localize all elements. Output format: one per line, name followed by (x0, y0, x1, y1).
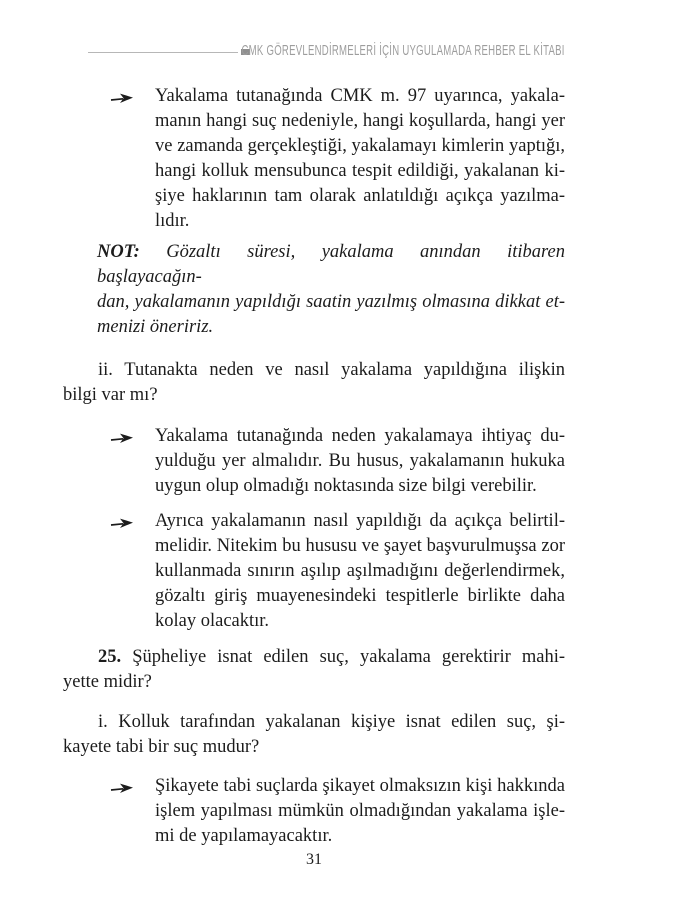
bullet-item (63, 424, 565, 499)
note-paragraph (97, 240, 565, 340)
arrow-bullet-icon (110, 513, 134, 527)
page-body (63, 84, 565, 849)
text-line: Ayrıca yakalamanın nasıl yapıldığı da açıkça belirtil- (155, 511, 565, 531)
text-line: ve zamanda gerçekleştiği, yakalamayı kimlerin yaptığı, (155, 136, 565, 156)
text-line: lıdır. (155, 211, 190, 231)
text-line-part: Gözaltı süresi, yakalama anından itibaren başlayacağın- (97, 242, 565, 287)
arrow-right-icon (110, 516, 134, 530)
text-line: manın hangi suç nedeniyle, hangi koşullarda, hangi yer (155, 111, 565, 131)
arrow-bullet-icon (110, 428, 134, 442)
text-line: bilgi var mı? (63, 385, 158, 405)
item-number: 25. (98, 647, 122, 667)
text-line: mi de yapılamayacaktır. (155, 826, 333, 846)
paragraph (63, 710, 565, 760)
text-line: şiye haklarının tam olarak anlatıldığı açıkça yazılma- (155, 186, 565, 206)
page-footer (63, 851, 565, 869)
text-line-part: Şüpheliye isnat edilen suç, yakalama gerektirir mahi- (132, 647, 565, 667)
text-line: kullanmada sınırın aşılıp aşılmadığını değerlendirmek, (155, 561, 565, 581)
text-line: ii. Tutanakta neden ve nasıl yakalama yapıldığına ilişkin (98, 360, 565, 380)
text-line: uygun olup olmadığı noktasında size bilgi verebilir. (155, 476, 537, 496)
paragraph (63, 645, 565, 695)
text-line: kolay olacaktır. (155, 611, 270, 631)
text-line (97, 240, 565, 290)
bullet-item (63, 509, 565, 634)
text-line: hangi kolluk mensubunca tespit edildiği, yakalanan ki- (155, 161, 565, 181)
text-line: menizi öneririz. (97, 317, 214, 337)
arrow-right-icon (110, 781, 134, 795)
bullet-item (63, 84, 565, 234)
arrow-bullet-icon (110, 778, 134, 792)
text-line: işlem yapılması mümkün olmadığından yakalama işle- (155, 801, 565, 821)
text-line: yette midir? (63, 672, 152, 692)
header-rule (88, 52, 238, 53)
text-line: kayete tabi bir suç mudur? (63, 737, 260, 757)
text-line: gözaltı giriş muayenesindeki tespitlerle birlikte daha (155, 586, 565, 606)
text-line: i. Kolluk tarafından yakalanan kişiye isnat edilen suç, şi- (98, 712, 565, 732)
text-line: Yakalama tutanağında CMK m. 97 uyarınca, yakala- (155, 86, 565, 106)
text-line: Yakalama tutanağında neden yakalamaya ihtiyaç du- (155, 426, 565, 446)
arrow-bullet-icon (110, 88, 134, 102)
text-line: melidir. Nitekim bu hususu ve şayet başvurulmuşsa zor (155, 536, 565, 556)
bullet-item (63, 774, 565, 849)
arrow-right-icon (110, 91, 134, 105)
note-label: NOT: (97, 242, 140, 262)
text-line: Şikayete tabi suçlarda şikayet olmaksızın kişi hakkında (155, 776, 565, 796)
text-line (63, 645, 565, 670)
arrow-right-icon (110, 431, 134, 445)
text-line: yulduğu yer almalıdır. Bu husus, yakalamanın hukuka (155, 451, 565, 471)
running-header-title: CMK GÖREVLENDİRMELERİ İÇİN UYGULAMADA REHBER EL KİTABI (241, 43, 565, 59)
page-number: 31 (306, 851, 322, 868)
text-line: dan, yakalamanın yapıldığı saatin yazılmış olmasına dikkat et- (97, 292, 565, 312)
paragraph (63, 358, 565, 408)
